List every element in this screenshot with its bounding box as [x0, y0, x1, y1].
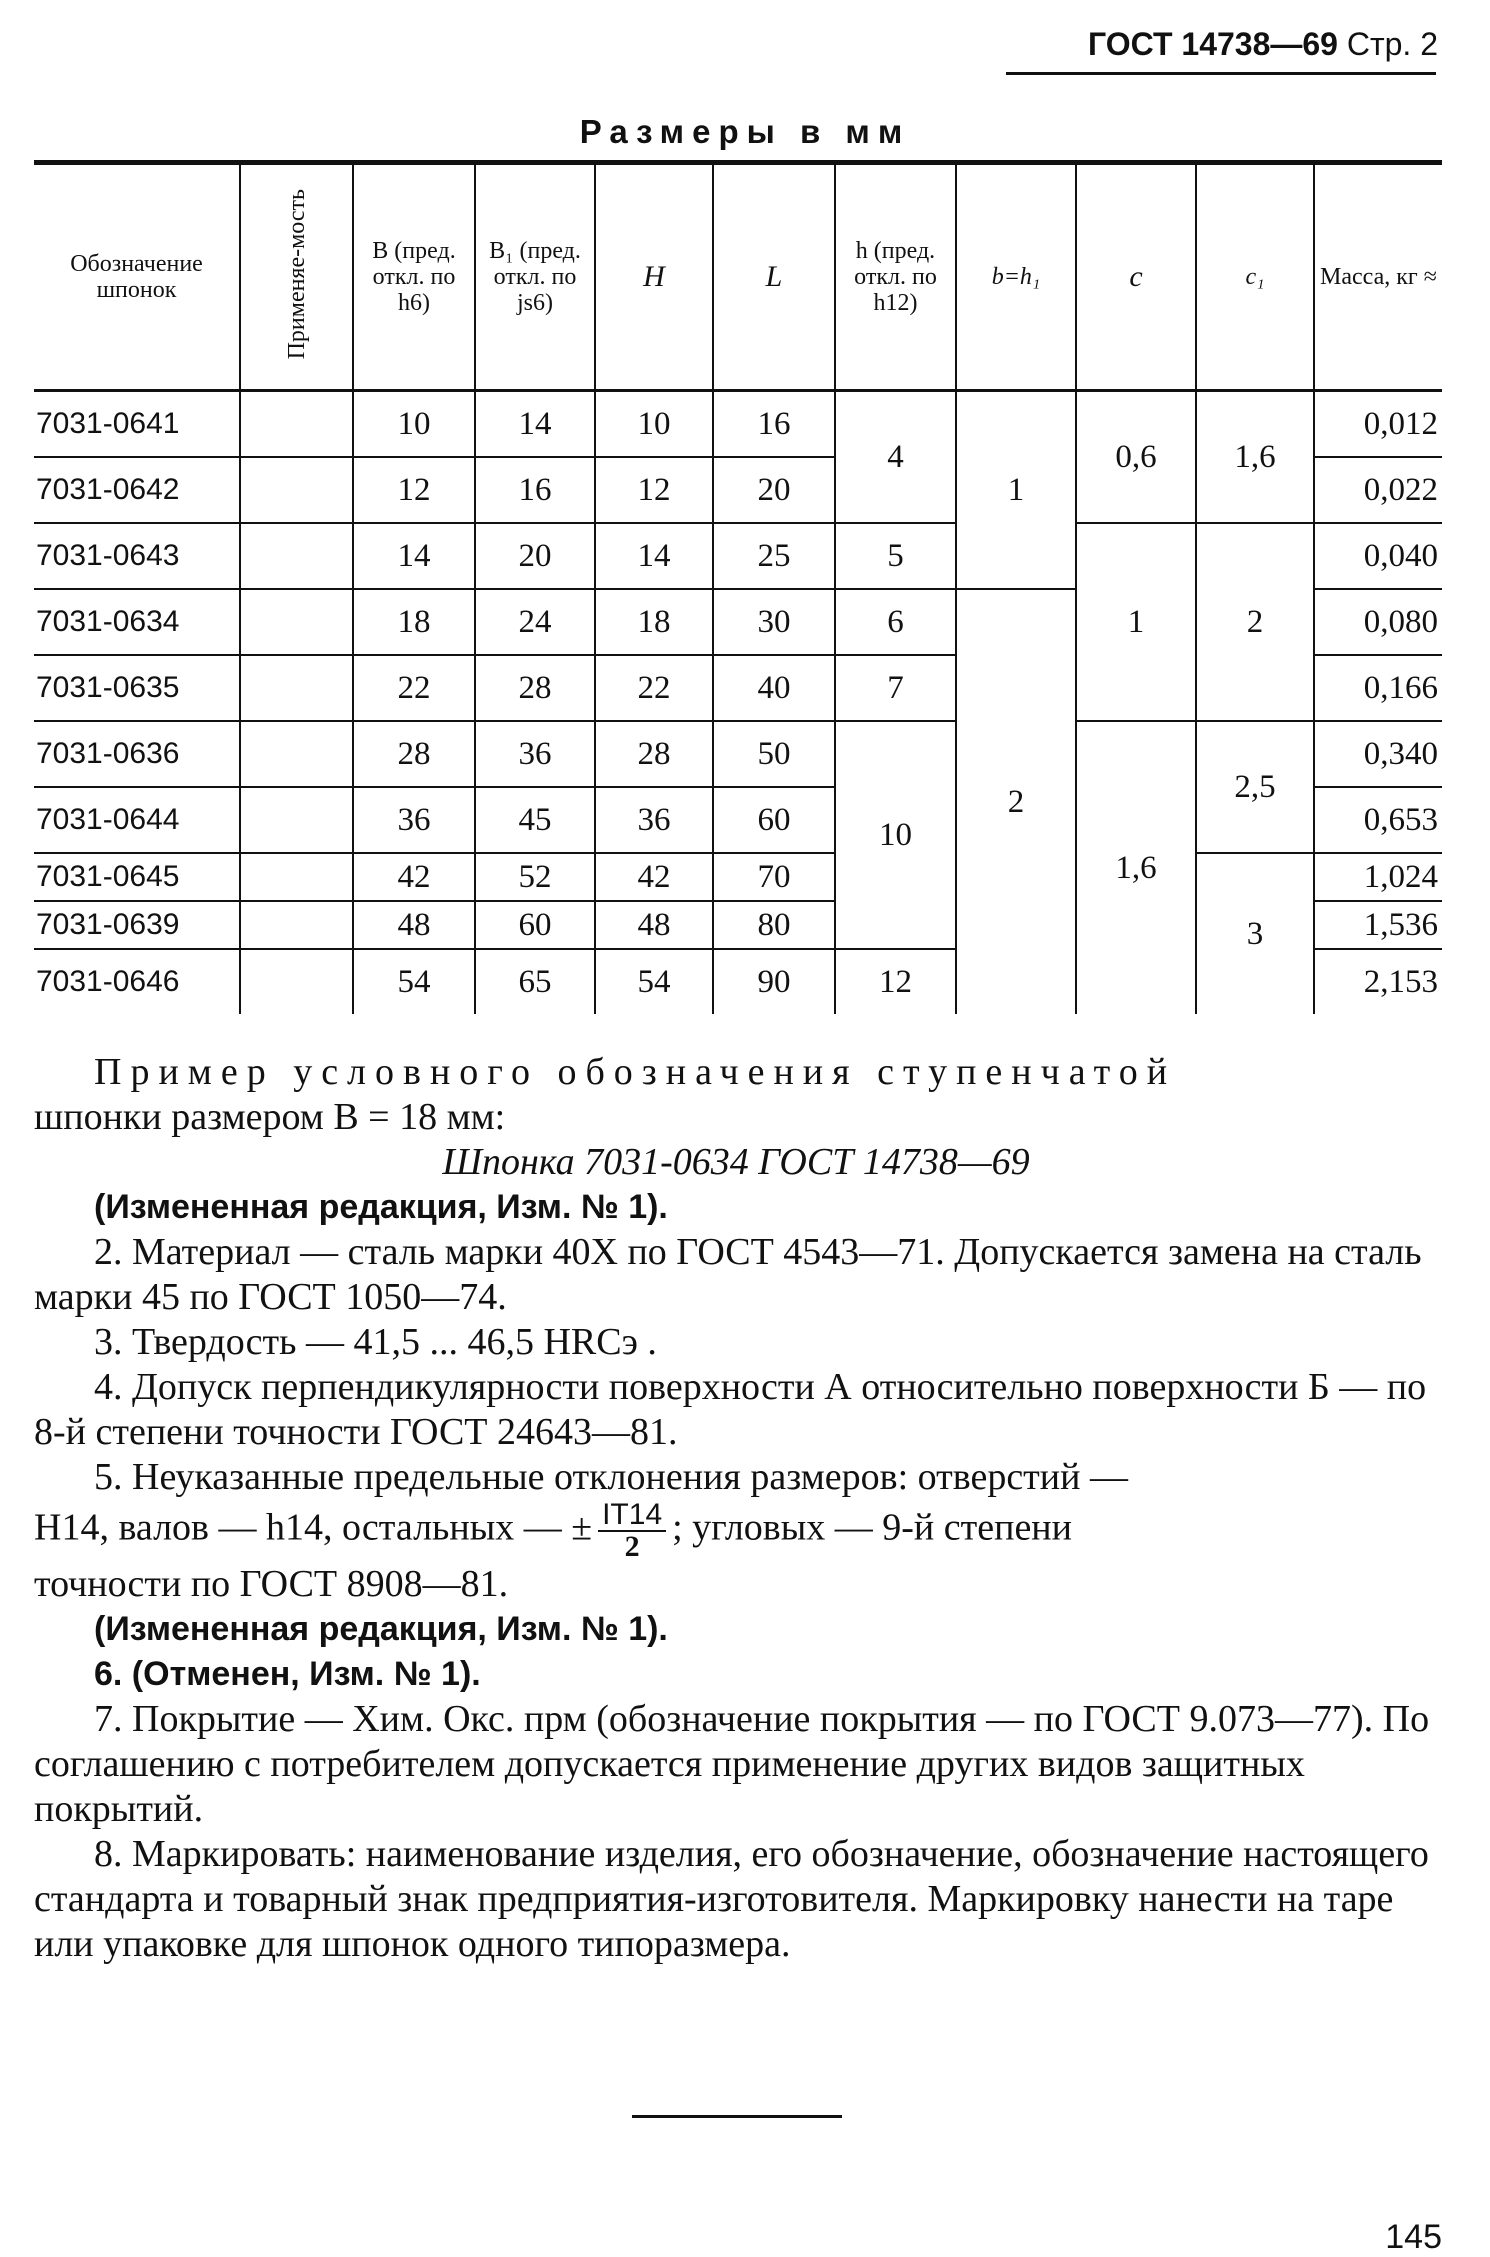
cell-H: 28 [595, 721, 713, 787]
cell-mass: 0,040 [1314, 523, 1442, 589]
units-caption: Размеры в мм [579, 113, 911, 150]
cell-B: 14 [353, 523, 475, 589]
cell-applicability [240, 949, 353, 1014]
page-header [1088, 26, 1438, 63]
paragraph-5-line-3: точности по ГОСТ 8908—81. [34, 1563, 509, 1605]
cell-B: 22 [353, 655, 475, 721]
cell-B: 42 [353, 853, 475, 901]
cell-c: 1 [1076, 523, 1196, 721]
cell-B: 28 [353, 721, 475, 787]
col-bh1: b=h₁ [956, 163, 1076, 391]
cell-mass: 0,653 [1314, 787, 1442, 853]
example-code: Шпонка 7031-0634 ГОСТ 14738—69 [442, 1141, 1030, 1183]
cell-c1: 2 [1196, 523, 1314, 721]
cell-id: 7031-0634 [36, 605, 180, 638]
col-mass: Масса, кг ≈ [1314, 163, 1442, 391]
cell-c1: 3 [1196, 853, 1314, 1014]
cell-mass: 0,012 [1314, 391, 1442, 458]
table-row [34, 853, 1442, 901]
cell-mass: 0,022 [1314, 457, 1442, 523]
cell-H: 22 [595, 655, 713, 721]
cell-h: 4 [835, 391, 956, 524]
cell-applicability [240, 787, 353, 853]
cell-id: 7031-0645 [36, 860, 180, 893]
cell-mass: 1,024 [1314, 853, 1442, 901]
cell-B1: 24 [475, 589, 595, 655]
paragraph-5-line-2: H14, валов — h14, остальных — ± $\frac{IT14}{2}$ ; угловых — 9-й степени [34, 1498, 1072, 1563]
cell-B1: 14 [475, 391, 595, 458]
cell-id: 7031-0636 [36, 737, 180, 770]
table-header-row [34, 163, 1442, 391]
cell-c: 1,6 [1076, 721, 1196, 1014]
cell-B1: 60 [475, 901, 595, 949]
cell-c1: 2,5 [1196, 721, 1314, 853]
cell-B: 12 [353, 457, 475, 523]
body-text [34, 1050, 1438, 1967]
paragraph-4: 4. Допуск перпендикулярности поверхности А относительно поверхности Б — по 8-й степени точности ГОСТ 24643—81. [34, 1366, 1427, 1453]
col-B1: B₁ (пред. откл. по js6) [475, 163, 595, 391]
cell-B1: 36 [475, 721, 595, 787]
cell-h: 10 [835, 721, 956, 949]
header-rule [1006, 72, 1436, 75]
col-applicability: Применяе-мость [240, 163, 353, 391]
cell-B: 36 [353, 787, 475, 853]
cell-id: 7031-0635 [36, 671, 180, 704]
table-row [34, 721, 1442, 787]
paragraph-3: 3. Твердость — 41,5 ... 46,5 HRCэ . [94, 1321, 657, 1363]
paragraph-8: 8. Маркировать: наименование изделия, его обозначение, обозначение настоящего стандарта и товарный знак предприятия-изготовителя. Маркировку нанести на таре или упаковке для шпонок одного типоразмера. [34, 1833, 1429, 1965]
cell-mass: 0,340 [1314, 721, 1442, 787]
cell-B1: 28 [475, 655, 595, 721]
table-row [34, 523, 1442, 589]
cell-applicability [240, 721, 353, 787]
cell-c: 0,6 [1076, 391, 1196, 524]
cell-H: 54 [595, 949, 713, 1014]
cell-bh1: 1 [956, 391, 1076, 590]
cell-L: 60 [713, 787, 835, 853]
cell-L: 16 [713, 391, 835, 458]
cell-L: 50 [713, 721, 835, 787]
example-line-2: шпонки размером B = 18 мм: [34, 1096, 506, 1138]
col-c1: c₁ [1196, 163, 1314, 391]
cell-L: 30 [713, 589, 835, 655]
fraction: $\frac{IT14}{2}$ [598, 1500, 666, 1562]
cell-applicability [240, 391, 353, 458]
paragraph-7: 7. Покрытие — Хим. Окс. прм (обозначение покрытия — по ГОСТ 9.073—77). По соглашению с потребителем допускается применение других видов защитных покрытий. [34, 1698, 1430, 1830]
cell-B: 18 [353, 589, 475, 655]
amendment-note-2: (Измененная редакция, Изм. № 1). [94, 1610, 668, 1648]
cell-L: 70 [713, 853, 835, 901]
cell-H: 48 [595, 901, 713, 949]
cell-B: 54 [353, 949, 475, 1014]
cell-id: 7031-0642 [36, 473, 180, 506]
cell-bh1: 2 [956, 589, 1076, 1014]
cell-mass: 2,153 [1314, 949, 1442, 1014]
cell-mass: 1,536 [1314, 901, 1442, 949]
cell-L: 80 [713, 901, 835, 949]
cell-mass: 0,080 [1314, 589, 1442, 655]
cell-applicability [240, 523, 353, 589]
cell-applicability [240, 589, 353, 655]
col-c: c [1076, 163, 1196, 391]
cell-B: 10 [353, 391, 475, 458]
cell-applicability [240, 901, 353, 949]
cell-H: 12 [595, 457, 713, 523]
col-L: L [713, 163, 835, 391]
paragraph-6: 6. (Отменен, Изм. № 1). [94, 1655, 481, 1693]
col-B: B (пред. откл. по h6) [353, 163, 475, 391]
cell-id: 7031-0641 [36, 407, 180, 440]
cell-id: 7031-0646 [36, 965, 180, 998]
cell-L: 90 [713, 949, 835, 1014]
cell-B: 48 [353, 901, 475, 949]
footer-separator [632, 2115, 842, 2118]
cell-H: 18 [595, 589, 713, 655]
example-line: Пример условного обозначения ступенчатой [94, 1051, 1177, 1093]
dimensions-table [34, 160, 1442, 1014]
amendment-note: (Измененная редакция, Изм. № 1). [94, 1188, 668, 1226]
paragraph-5: 5. Неуказанные предельные отклонения размеров: отверстий — [94, 1456, 1128, 1498]
cell-H: 10 [595, 391, 713, 458]
cell-applicability [240, 457, 353, 523]
cell-H: 14 [595, 523, 713, 589]
cell-c1: 1,6 [1196, 391, 1314, 524]
paragraph-2: 2. Материал — сталь марки 40Х по ГОСТ 4543—71. Допускается замена на сталь марки 45 по ГОСТ 1050—74. [34, 1231, 1422, 1318]
cell-id: 7031-0644 [36, 803, 180, 836]
cell-h: 6 [835, 589, 956, 655]
cell-h: 7 [835, 655, 956, 721]
page-number: 145 [1385, 2218, 1442, 2256]
cell-mass: 0,166 [1314, 655, 1442, 721]
cell-H: 42 [595, 853, 713, 901]
cell-id: 7031-0643 [36, 539, 180, 572]
cell-L: 40 [713, 655, 835, 721]
table-row [34, 391, 1442, 458]
cell-applicability [240, 853, 353, 901]
cell-B1: 65 [475, 949, 595, 1014]
cell-L: 20 [713, 457, 835, 523]
standard-code: ГОСТ 14738—69 [1088, 26, 1338, 62]
cell-B1: 45 [475, 787, 595, 853]
cell-h: 12 [835, 949, 956, 1014]
cell-h: 5 [835, 523, 956, 589]
col-designation: Обозначение шпонок [70, 251, 203, 303]
cell-id: 7031-0639 [36, 908, 180, 941]
cell-B1: 52 [475, 853, 595, 901]
cell-B1: 16 [475, 457, 595, 523]
cell-applicability [240, 655, 353, 721]
page-label: Стр. 2 [1346, 26, 1438, 62]
cell-H: 36 [595, 787, 713, 853]
cell-L: 25 [713, 523, 835, 589]
cell-B1: 20 [475, 523, 595, 589]
col-h: h (пред. откл. по h12) [835, 163, 956, 391]
col-H: H [595, 163, 713, 391]
